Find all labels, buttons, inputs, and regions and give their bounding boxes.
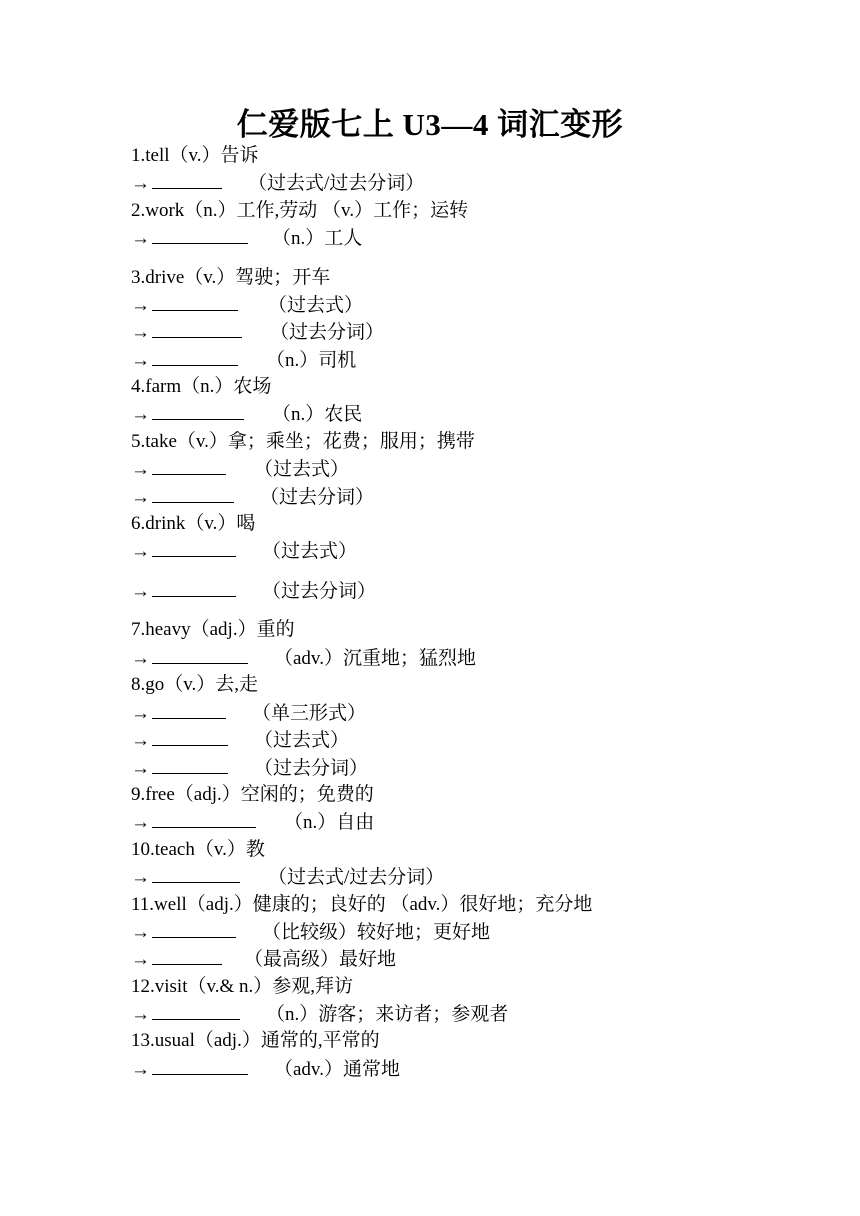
word-entry: 13.usual（adj.）通常的,平常的	[131, 1030, 380, 1051]
word-entry: 7.heavy（adj.）重的	[131, 619, 295, 640]
arrow-icon: →	[131, 703, 150, 724]
arrow-icon: →	[131, 867, 150, 888]
answer-blank[interactable]	[152, 320, 242, 338]
arrow-icon: →	[131, 581, 150, 602]
answer-blank[interactable]	[152, 579, 236, 597]
answer-blank[interactable]	[152, 701, 226, 719]
arrow-icon: →	[131, 322, 150, 343]
arrow-icon: →	[131, 1004, 150, 1025]
form-hint: （n.）自由	[284, 812, 375, 833]
form-hint: （过去分词）	[262, 581, 377, 602]
form-hint: （单三形式）	[252, 703, 367, 724]
answer-line	[131, 539, 357, 564]
word-entry: 8.go（v.）去,走	[131, 674, 259, 695]
answer-line	[131, 756, 368, 781]
answer-line	[131, 402, 362, 427]
answer-blank[interactable]	[152, 457, 226, 475]
form-hint: （adv.）通常地	[274, 1059, 400, 1080]
answer-blank[interactable]	[152, 402, 244, 420]
answer-blank[interactable]	[152, 171, 222, 189]
answer-line	[131, 457, 349, 482]
answer-blank[interactable]	[152, 646, 248, 664]
word-entry: 4.farm（n.）农场	[131, 376, 272, 397]
form-hint: （过去分词）	[254, 758, 369, 779]
form-hint: （n.）农民	[272, 404, 363, 425]
arrow-icon: →	[131, 173, 150, 194]
answer-blank[interactable]	[152, 756, 228, 774]
answer-blank[interactable]	[152, 348, 238, 366]
answer-blank[interactable]	[152, 947, 222, 965]
form-hint: （n.）工人	[272, 228, 363, 249]
word-entry: 3.drive（v.）驾驶；开车	[131, 267, 331, 288]
word-entry: 12.visit（v.& n.）参观,拜访	[131, 976, 354, 997]
arrow-icon: →	[131, 949, 150, 970]
answer-line	[131, 226, 362, 251]
word-entry: 2.work（n.）工作,劳动 （v.）工作；运转	[131, 200, 469, 221]
answer-blank[interactable]	[152, 728, 228, 746]
answer-line	[131, 920, 490, 945]
answer-line	[131, 485, 374, 510]
answer-line	[131, 646, 476, 671]
word-entry: 1.tell（v.）告诉	[131, 145, 259, 166]
form-hint: （比较级）较好地；更好地	[262, 922, 491, 943]
word-entry: 5.take（v.）拿；乘坐；花费；服用；携带	[131, 431, 475, 452]
answer-blank[interactable]	[152, 539, 236, 557]
arrow-icon: →	[131, 1059, 150, 1080]
answer-line	[131, 293, 363, 318]
answer-line	[131, 947, 396, 972]
form-hint: （过去式）	[268, 295, 364, 316]
answer-line	[131, 728, 349, 753]
answer-blank[interactable]	[152, 1002, 240, 1020]
form-hint: （过去式）	[254, 730, 350, 751]
form-hint: （n.）司机	[266, 350, 357, 371]
answer-blank[interactable]	[152, 865, 240, 883]
arrow-icon: →	[131, 350, 150, 371]
word-entry: 11.well（adj.）健康的；良好的 （adv.）很好地；充分地	[131, 894, 593, 915]
arrow-icon: →	[131, 459, 150, 480]
form-hint: （n.）游客；来访者；参观者	[266, 1004, 509, 1025]
form-hint: （过去式/过去分词）	[248, 173, 425, 194]
form-hint: （过去分词）	[260, 487, 375, 508]
arrow-icon: →	[131, 922, 150, 943]
arrow-icon: →	[131, 404, 150, 425]
answer-line	[131, 865, 444, 890]
answer-line	[131, 1002, 508, 1027]
answer-blank[interactable]	[152, 810, 256, 828]
answer-line	[131, 810, 374, 835]
form-hint: （过去分词）	[270, 322, 385, 343]
arrow-icon: →	[131, 758, 150, 779]
arrow-icon: →	[131, 228, 150, 249]
answer-line	[131, 320, 384, 345]
answer-blank[interactable]	[152, 920, 236, 938]
answer-line	[131, 171, 424, 196]
form-hint: （最高级）最好地	[244, 949, 397, 970]
answer-blank[interactable]	[152, 485, 234, 503]
answer-line	[131, 348, 356, 373]
arrow-icon: →	[131, 812, 150, 833]
answer-blank[interactable]	[152, 1057, 248, 1075]
arrow-icon: →	[131, 295, 150, 316]
arrow-icon: →	[131, 541, 150, 562]
answer-blank[interactable]	[152, 226, 248, 244]
word-entry: 6.drink（v.）喝	[131, 513, 256, 534]
word-entry: 10.teach（v.）教	[131, 839, 265, 860]
answer-line	[131, 701, 366, 726]
page-title: 仁爱版七上 U3—4 词汇变形	[236, 107, 624, 142]
word-entry: 9.free（adj.）空闲的；免费的	[131, 784, 374, 805]
answer-blank[interactable]	[152, 293, 238, 311]
arrow-icon: →	[131, 487, 150, 508]
answer-line	[131, 1057, 400, 1082]
answer-line	[131, 579, 376, 604]
form-hint: （adv.）沉重地；猛烈地	[274, 648, 476, 669]
form-hint: （过去式/过去分词）	[268, 867, 445, 888]
arrow-icon: →	[131, 648, 150, 669]
form-hint: （过去式）	[254, 459, 350, 480]
arrow-icon: →	[131, 730, 150, 751]
form-hint: （过去式）	[262, 541, 358, 562]
